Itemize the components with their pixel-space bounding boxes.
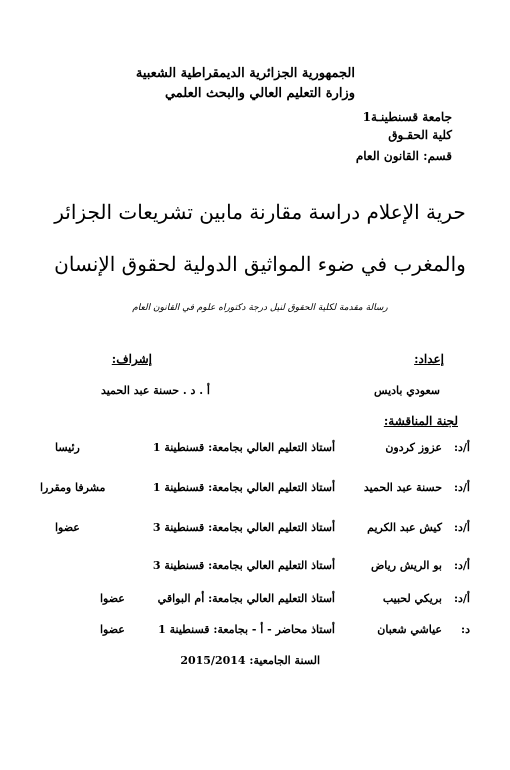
thesis-title-line2: والمغرب في ضوء المواثيق الدولية لحقوق الإنسان xyxy=(54,252,466,276)
member-position: أستاذ التعليم العالي بجامعة: أم البواقي xyxy=(157,592,335,605)
supervisor-name: أ . د . حسنة عبد الحميد xyxy=(100,384,210,397)
member-grade: أ/د: xyxy=(453,592,470,605)
member-role: عضوا xyxy=(100,592,125,605)
member-position: أستاذ التعليم العالي بجامعة: قسنطينة 3 xyxy=(152,559,335,572)
member-name: عياشي شعبان xyxy=(377,623,442,636)
prepared-by-label: إعداد: xyxy=(414,352,444,366)
member-role: عضوا xyxy=(55,521,80,534)
member-grade: أ/د: xyxy=(453,481,470,494)
member-position: أستاذ التعليم العالي بجامعة: قسنطينة 1 xyxy=(152,481,335,494)
thesis-title-line1: حرية الإعلام دراسة مقارنة مابين تشريعات الجزائر xyxy=(54,200,466,224)
member-grade: د: xyxy=(461,623,470,636)
member-name: حسنة عبد الحميد xyxy=(363,481,442,494)
member-name: عزوز كردون xyxy=(385,441,442,454)
member-grade: أ/د: xyxy=(453,521,470,534)
thesis-subtitle: رسالة مقدمة لكلية الحقوق لنيل درجة دكتوراه علوم في القانون العام xyxy=(132,303,388,313)
member-name: بريكي لحبيب xyxy=(382,592,442,605)
department-name: قسم: القانون العام xyxy=(355,149,452,163)
ministry-name: وزارة التعليم العالي والبحث العلمي xyxy=(164,86,355,101)
member-position: أستاذ محاضر - أ - بجامعة: قسنطينة 1 xyxy=(158,623,335,636)
member-position: أستاذ التعليم العالي بجامعة: قسنطينة 3 xyxy=(152,521,335,534)
member-role: مشرفا ومقررا xyxy=(40,481,106,494)
university-name: جامعة قسنطينـة1 xyxy=(362,110,452,124)
member-name: كيش عبد الكريم xyxy=(367,521,442,534)
member-grade: أ/د: xyxy=(453,441,470,454)
committee-label: لجنة المناقشة: xyxy=(383,414,458,428)
republic-name: الجمهورية الجزائرية الديمقراطية الشعبية xyxy=(135,66,355,81)
member-position: أستاذ التعليم العالي بجامعة: قسنطينة 1 xyxy=(152,441,335,454)
member-name: بو الريش رياض xyxy=(371,559,442,572)
student-name: سعودي باديس xyxy=(374,384,440,397)
member-role: رئيسا xyxy=(55,441,80,454)
academic-year: السنة الجامعية: 2015/2014 xyxy=(180,654,320,667)
member-grade: أ/د: xyxy=(453,559,470,572)
member-role: عضوا xyxy=(100,623,125,636)
supervisor-label: إشراف: xyxy=(111,352,152,366)
faculty-name: كلية الحقـوق xyxy=(388,128,452,142)
